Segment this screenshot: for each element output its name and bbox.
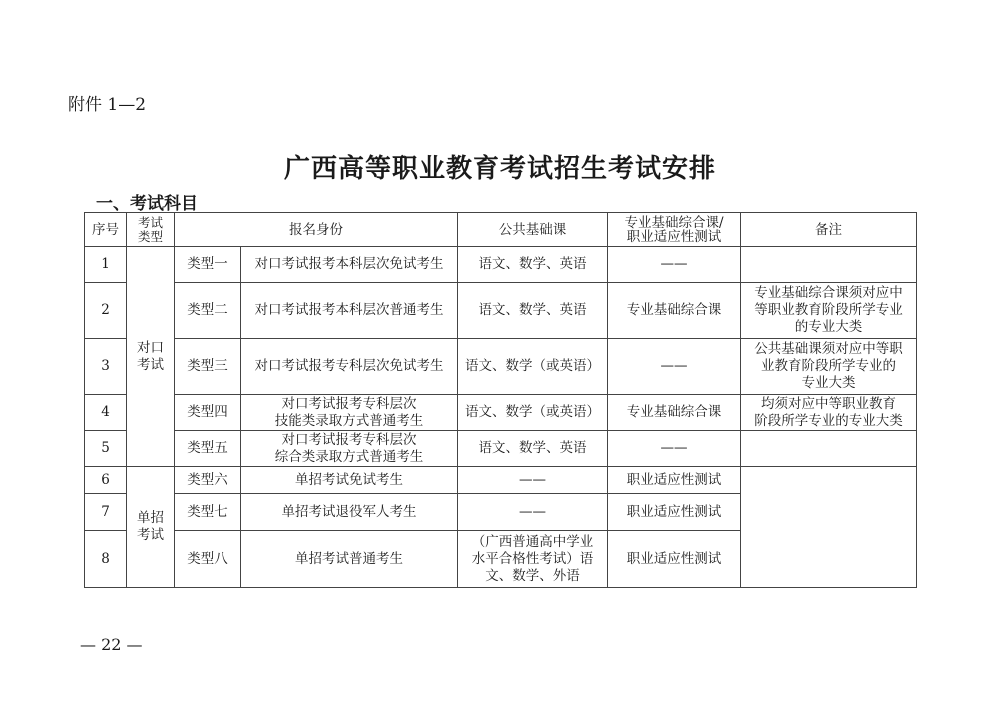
cell-note: 均须对应中等职业教育 阶段所学专业的专业大类 xyxy=(741,395,917,431)
section-heading: 一、考试科目 xyxy=(96,194,198,214)
cell-professional: 专业基础综合课 xyxy=(608,395,741,431)
header-identity: 报名身份 xyxy=(175,213,458,247)
cell-public: 语文、数学、英语 xyxy=(458,283,608,339)
cell-note xyxy=(741,431,917,467)
cell-type: 类型一 xyxy=(175,247,241,283)
cell-professional: —— xyxy=(608,247,741,283)
cell-note: 专业基础综合课须对应中 等职业教育阶段所学专业 的专业大类 xyxy=(741,283,917,339)
cell-note xyxy=(741,247,917,283)
table-row xyxy=(85,283,917,339)
cell-public: （广西普通高中学业 水平合格性考试）语 文、数学、外语 xyxy=(458,531,608,588)
cell-seq: 7 xyxy=(85,494,127,531)
cell-type: 类型五 xyxy=(175,431,241,467)
page-title: 广西高等职业教育考试招生考试安排 xyxy=(283,154,716,184)
cell-seq: 6 xyxy=(85,467,127,494)
header-note: 备注 xyxy=(741,213,917,247)
cell-professional: 专业基础综合课 xyxy=(608,283,741,339)
group-duikou: 对口 考试 xyxy=(127,247,175,467)
cell-note: 公共基础课须对应中等职 业教育阶段所学专业的 专业大类 xyxy=(741,339,917,395)
cell-type: 类型八 xyxy=(175,531,241,588)
table-row xyxy=(85,247,917,283)
table-row xyxy=(85,339,917,395)
cell-public: —— xyxy=(458,494,608,531)
cell-type: 类型四 xyxy=(175,395,241,431)
cell-professional: 职业适应性测试 xyxy=(608,467,741,494)
cell-professional: —— xyxy=(608,431,741,467)
cell-note xyxy=(741,467,917,588)
cell-identity: 对口考试报考本科层次免试考生 xyxy=(241,247,458,283)
cell-seq: 4 xyxy=(85,395,127,431)
table-row xyxy=(85,467,917,494)
cell-type: 类型二 xyxy=(175,283,241,339)
cell-identity: 对口考试报考专科层次 综合类录取方式普通考生 xyxy=(241,431,458,467)
cell-identity: 单招考试普通考生 xyxy=(241,531,458,588)
header-public: 公共基础课 xyxy=(458,213,608,247)
header-professional: 专业基础综合课/ 职业适应性测试 xyxy=(608,213,741,247)
cell-identity: 对口考试报考本科层次普通考生 xyxy=(241,283,458,339)
table-row xyxy=(85,395,917,431)
attachment-label: 附件 1—2 xyxy=(68,95,147,115)
cell-identity: 单招考试免试考生 xyxy=(241,467,458,494)
table-header-row xyxy=(85,213,917,247)
cell-public: —— xyxy=(458,467,608,494)
cell-identity: 对口考试报考专科层次 技能类录取方式普通考生 xyxy=(241,395,458,431)
cell-type: 类型六 xyxy=(175,467,241,494)
cell-seq: 3 xyxy=(85,339,127,395)
group-danzhao: 单招 考试 xyxy=(127,467,175,588)
page-number: — 22 — xyxy=(80,635,143,654)
cell-seq: 5 xyxy=(85,431,127,467)
cell-public: 语文、数学（或英语） xyxy=(458,339,608,395)
cell-professional: 职业适应性测试 xyxy=(608,494,741,531)
header-seq: 序号 xyxy=(85,213,127,247)
cell-seq: 1 xyxy=(85,247,127,283)
header-category: 考试 类型 xyxy=(127,213,175,247)
cell-type: 类型七 xyxy=(175,494,241,531)
cell-seq: 8 xyxy=(85,531,127,588)
table-row xyxy=(85,431,917,467)
cell-public: 语文、数学、英语 xyxy=(458,247,608,283)
cell-professional: 职业适应性测试 xyxy=(608,531,741,588)
cell-public: 语文、数学（或英语） xyxy=(458,395,608,431)
cell-identity: 对口考试报考专科层次免试考生 xyxy=(241,339,458,395)
cell-professional: —— xyxy=(608,339,741,395)
cell-seq: 2 xyxy=(85,283,127,339)
exam-subjects-table xyxy=(84,212,917,588)
cell-public: 语文、数学、英语 xyxy=(458,431,608,467)
cell-identity: 单招考试退役军人考生 xyxy=(241,494,458,531)
cell-type: 类型三 xyxy=(175,339,241,395)
